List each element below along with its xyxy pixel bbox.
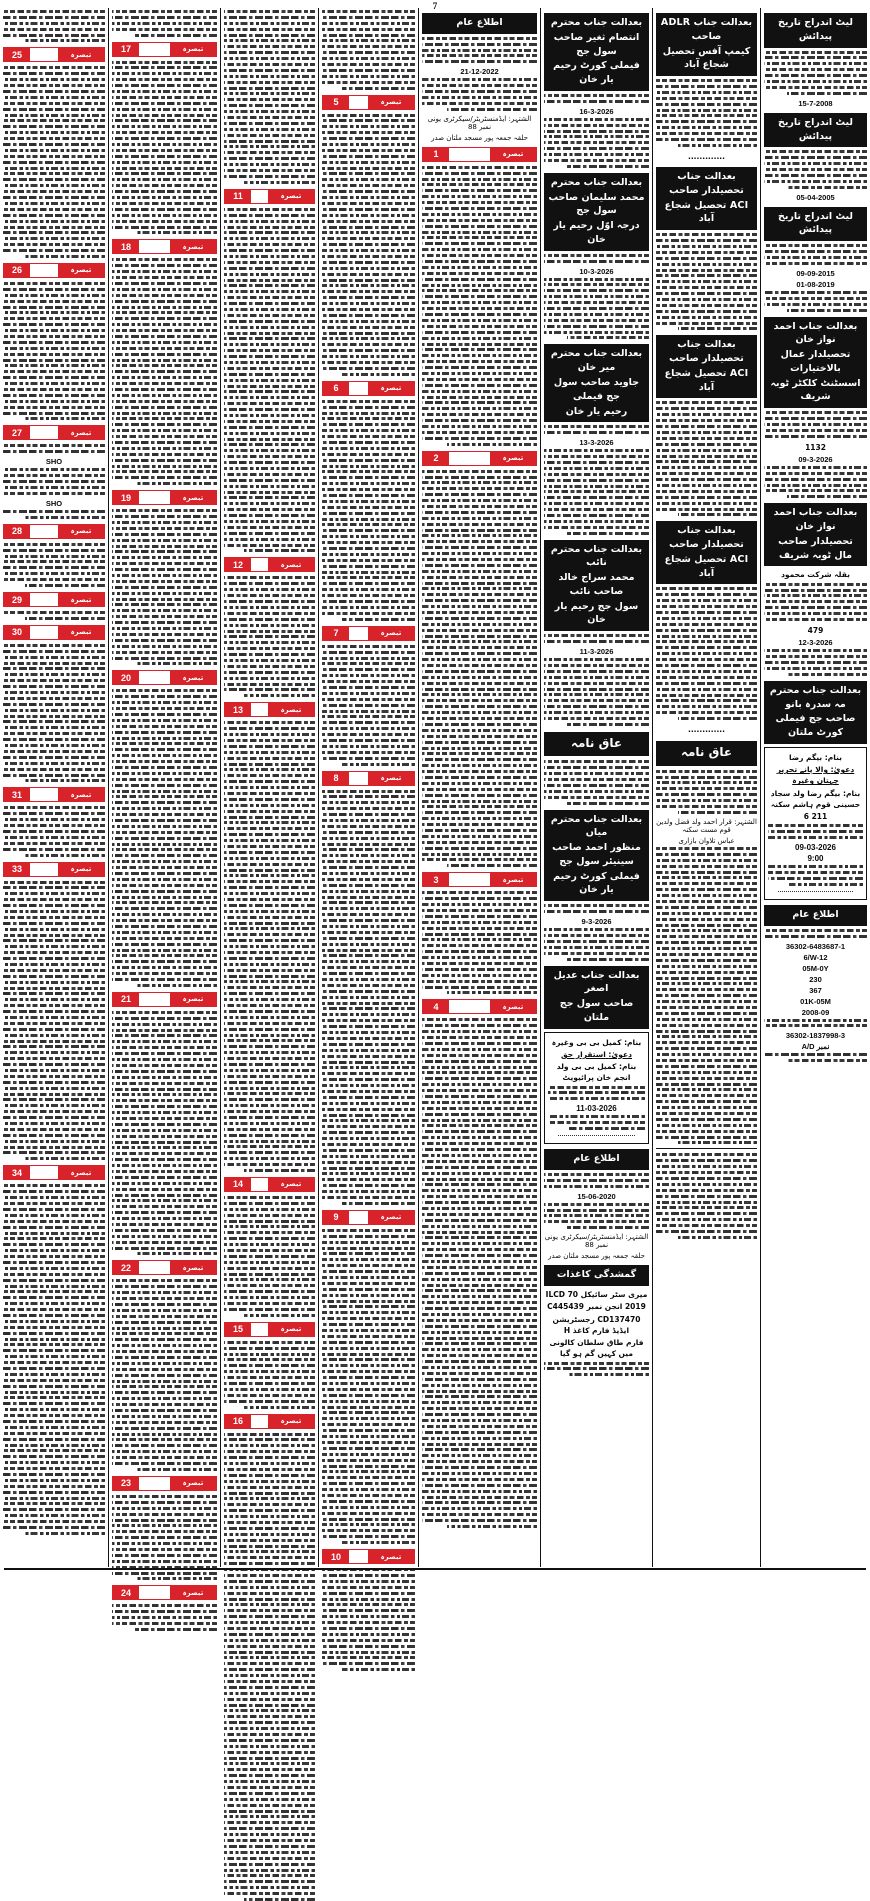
late-entry-heading-1: لیٹ اندراج تاریخ پیدائش (764, 13, 867, 48)
badge-label: تبصرہ (268, 1323, 314, 1336)
comment-body-25 (3, 66, 105, 258)
comment-body-10 (322, 1568, 415, 1671)
dots-line-1: ............. (687, 151, 726, 161)
badge-label: تبصرہ (268, 1178, 314, 1191)
badge-number: 23 (113, 1477, 139, 1490)
badge-number: 34 (4, 1166, 30, 1179)
badge-number: 3 (423, 873, 449, 886)
court-body-tehsildar-1 (764, 411, 867, 438)
court-body-rykhan-5b (544, 928, 649, 960)
inline-term-sho-2: SHO (45, 498, 63, 508)
comment-body-31 (3, 806, 105, 856)
column-7-revenue-courts (652, 8, 760, 1567)
column-3-lead (224, 10, 315, 184)
column-4-comments (318, 8, 418, 1567)
cnic-number-1: 36302-6483687-1 (785, 941, 846, 951)
comment-body-18 (112, 258, 217, 485)
badge-number: 9 (323, 1211, 349, 1224)
itlaa-ref-col6: الشتہر: ایڈمنسٹریٹر/سیکرٹری یونی نمبر 88 (544, 1233, 649, 1250)
column-7-filler-a (656, 847, 757, 1145)
field-dawa: دعویٰ: والا پانے تحریر چہتان وغیرہ (776, 765, 855, 786)
badge-label: تبصرہ (368, 627, 414, 640)
gumshudgi-line-4: فارم طاق سلطان کالونی میں کہیں گم ہو گیا (549, 1338, 644, 1359)
comment-badge-25[interactable] (3, 47, 105, 62)
court-body-multan (768, 824, 863, 839)
badge-gap (251, 703, 268, 716)
column-8-late-entry (760, 8, 870, 1567)
badge-label: تبصرہ (58, 788, 104, 801)
survey-number: 367 (809, 985, 822, 995)
badge-number: 26 (4, 264, 30, 277)
badge-number: 21 (113, 993, 139, 1006)
comment-badge-20[interactable] (112, 670, 217, 685)
court-body-rykhan-4b (544, 658, 649, 726)
court-date-rykhan-2: 10-3-2026 (579, 266, 614, 276)
badge-number: 25 (4, 48, 30, 61)
comment-badge-14[interactable] (224, 1177, 315, 1192)
comment-body-30 (3, 644, 105, 782)
comment-badge-4[interactable] (422, 999, 537, 1014)
badge-gap (139, 1586, 170, 1599)
badge-gap (251, 1323, 268, 1336)
badge-label: تبصرہ (58, 593, 104, 606)
badge-label: تبصرہ (170, 1586, 216, 1599)
badge-number: 31 (4, 788, 30, 801)
comment-badge-15[interactable] (224, 1322, 315, 1337)
page-number: 7 (432, 1, 438, 11)
badge-gap (30, 525, 58, 538)
gumshudgi-body (544, 1362, 649, 1377)
badge-number: 29 (4, 593, 30, 606)
badge-gap (349, 382, 368, 395)
badge-number: 12 (225, 558, 251, 571)
badge-label: تبصرہ (58, 426, 104, 439)
itlaa-aam-body-col6 (544, 1173, 649, 1188)
itlaa-ref-col5: الشتہر: ایڈمنسٹریٹر/سیکرٹری یونی نمبر 88 (427, 114, 532, 131)
court-date-rykhan-3: 13-3-2026 (579, 438, 614, 448)
comment-body-20 (112, 689, 217, 987)
court-body-adeel (548, 1086, 645, 1101)
comment-body-5 (322, 114, 415, 376)
dotted-separator (778, 890, 853, 892)
itlaa-date-col5: 21-12-2022 (460, 67, 499, 77)
court-body-rykhan-2b (544, 278, 649, 340)
comment-badge-10[interactable] (322, 1549, 415, 1564)
field-banam-adeel-2: بنام: کمیل بی بی ولد انجم خان پرائیویٹ (556, 1062, 637, 1083)
badge-gap (139, 491, 170, 504)
comment-badge-21[interactable] (112, 992, 217, 1007)
badge-label: تبصرہ (490, 148, 536, 161)
late-entry-date-3b: 01-08-2019 (796, 279, 835, 289)
comment-badge-23[interactable] (112, 1476, 217, 1491)
badge-label: تبصرہ (490, 1000, 536, 1013)
column-1-lead (3, 10, 105, 42)
badge-gap (30, 1166, 58, 1179)
house-number-col8: 6/W-12 (803, 952, 828, 962)
aaq-nama-signature-2: عباس تلاوان بازاری (678, 836, 735, 845)
badge-number: 24 (113, 1586, 139, 1599)
badge-gap (139, 671, 170, 684)
khasra-number-2: 479 (807, 626, 824, 636)
late-entry-date-1: 15-7-2008 (798, 98, 833, 108)
comment-body-29 (3, 611, 105, 620)
court-date-rykhan-1: 16-3-2026 (579, 106, 614, 116)
column-3-comments (220, 8, 318, 1567)
badge-label: تبصرہ (268, 1415, 314, 1428)
court-body-aci-3 (656, 587, 757, 720)
comment-badge-2[interactable] (422, 451, 537, 466)
itlaa-aam-body-col6b (544, 1203, 649, 1230)
comment-body-3 (422, 891, 537, 994)
itlaa-aam-heading-col5: اطلاع عام (422, 13, 537, 34)
column-2-comments (108, 8, 220, 1598)
comment-body-26 (3, 282, 105, 420)
court-date-rykhan-5: 9-3-2026 (581, 917, 612, 927)
comment-body-15 (224, 1341, 315, 1409)
badge-number: 15 (225, 1323, 251, 1336)
comment-body-6 (322, 400, 415, 621)
court-date-multan: 09-03-2026 (795, 843, 836, 853)
khasra-number-1: 1132 (805, 442, 826, 452)
badge-label: تبصرہ (58, 1166, 104, 1179)
court-date-tehsildar-1: 09-3-2026 (798, 454, 833, 464)
plot-number-col8: 05M-0Y (802, 963, 829, 973)
gumshudgi-line-1: میری سٹر سائیکل 70 ILCD (545, 1290, 648, 1299)
badge-number: 13 (225, 703, 251, 716)
court-body-aci-2 (656, 401, 757, 516)
court-heading-aci-3: بعدالت جناب تحصیلدار صاحب ACI تحصیل شجاع آباد (656, 521, 757, 584)
badge-number: 5 (323, 96, 349, 109)
comment-badge-16[interactable] (224, 1414, 315, 1429)
comment-body-11 (224, 208, 315, 553)
court-heading-tehsildar-1: بعدالت جناب احمد نواز خان تحصیلدار عمال بالاختیارات اسسٹنٹ کلکٹر ٹوبہ شریف (764, 317, 867, 409)
late-entry-heading-2: لیٹ اندراج تاریخ پیدائش (764, 113, 867, 148)
cnic-number-2: 36302-1837998-3 (785, 1031, 846, 1041)
year-range: 2008-09 (801, 1007, 830, 1017)
badge-label: تبصرہ (368, 382, 414, 395)
court-date-rykhan-4: 11-3-2026 (579, 647, 614, 657)
comment-body-27a (3, 444, 105, 453)
aaq-nama-signature: الشتہر: قرار احمد ولد فضل ولدین قوم مست سکنہ (656, 817, 757, 834)
badge-number: 17 (113, 43, 139, 56)
badge-label: تبصرہ (268, 190, 314, 203)
comment-badge-9[interactable] (322, 1210, 415, 1225)
khata-number-1: 230 (809, 974, 822, 984)
comment-body-24 (112, 1604, 217, 1631)
badge-gap (251, 190, 268, 203)
field-banam-2: بنام: بیگم رضا ولد سجاد حسینی قوم ہاشم سکنہ (770, 788, 861, 809)
court-heading-aci-2: بعدالت جناب تحصیلدار صاحب ACI تحصیل شجاع آباد (656, 335, 757, 398)
badge-label: تبصرہ (170, 1477, 216, 1490)
badge-label: تبصرہ (368, 1550, 414, 1563)
field-banam-1: بنام: بیگم رضا (789, 752, 842, 762)
comment-badge-13[interactable] (224, 702, 315, 717)
court-heading-family-multan: بعدالت جناب محترم مہ سدرہ بانو صاحب جج فیملی کورٹ ملتان (764, 681, 867, 744)
court-warning-1 (764, 466, 867, 498)
aaq-nama-body-col6 (544, 760, 649, 804)
comment-body-19 (112, 509, 217, 665)
field-dawa-adeel: دعویٰ: استقرار حق (561, 1049, 632, 1059)
badge-label: تبصرہ (170, 240, 216, 253)
comment-badge-26[interactable] (3, 263, 105, 278)
comment-body-8 (322, 790, 415, 1205)
comment-body-17 (112, 61, 217, 235)
comment-badge-19[interactable] (112, 490, 217, 505)
aaq-nama-heading: عاق نامہ (656, 740, 757, 766)
itlaa-date-col6: 15-06-2020 (577, 1191, 616, 1201)
itlaa-sign-col5: حلقہ جمعہ پور مسجد ملتان صدر (431, 133, 528, 142)
court-heading-multan-adeel: بعدالت جناب عدیل اصغر صاحب سول جج ملتان (544, 966, 649, 1029)
itlaa-aam-heading-col8: اطلاع عام (764, 905, 867, 926)
column-5-itlaa-comments (418, 8, 540, 1567)
comment-badge-3[interactable] (422, 872, 537, 887)
badge-gap (139, 43, 170, 56)
late-entry-body-1 (764, 51, 867, 95)
comment-badge-29[interactable] (3, 592, 105, 607)
badge-label: تبصرہ (268, 703, 314, 716)
comment-body-4 (422, 1018, 537, 1528)
itlaa-aam-body-col5 (422, 37, 537, 64)
comment-badge-12[interactable] (224, 557, 315, 572)
badge-gap (30, 788, 58, 801)
comment-badge-1[interactable] (422, 147, 537, 162)
court-body-rykhan-3 (544, 425, 649, 434)
area-measure: 01K-05M (800, 996, 831, 1006)
comment-badge-18[interactable] (112, 239, 217, 254)
late-entry-body-3b (764, 291, 867, 312)
comment-body-28 (3, 543, 105, 587)
court-body-rykhan-4 (544, 634, 649, 643)
itlaa-sign-col6: حلقہ جمعہ پور مسجد ملتان صدر (548, 1252, 645, 1261)
court-warning-adeel (548, 1115, 645, 1130)
comment-body-12 (224, 576, 315, 697)
badge-gap (30, 48, 58, 61)
dots-line-2: ............. (687, 725, 726, 735)
badge-label: تبصرہ (368, 772, 414, 785)
comment-badge-17[interactable] (112, 42, 217, 57)
court-body-adlr (656, 79, 757, 147)
badge-number: 6 (323, 382, 349, 395)
late-entry-heading-3: لیٹ اندراج تاریخ پیدائش (764, 207, 867, 242)
comment-badge-28[interactable] (3, 524, 105, 539)
column-grid (0, 8, 870, 1598)
badge-number: 4 (423, 1000, 449, 1013)
comment-body-16 (224, 1433, 315, 1901)
house-number: 211 6 (803, 812, 828, 822)
comment-body-22 (112, 1279, 217, 1471)
comment-badge-5[interactable] (322, 95, 415, 110)
badge-label: تبصرہ (58, 264, 104, 277)
badge-gap (349, 1550, 368, 1563)
badge-number: 19 (113, 491, 139, 504)
comment-body-34 (3, 1184, 105, 1535)
badge-gap (349, 1211, 368, 1224)
badge-gap (30, 593, 58, 606)
itlaa-aam-body-col5b (422, 78, 537, 110)
column-1-comments (0, 8, 108, 1567)
badge-gap (449, 873, 490, 886)
court-date-adeel: 11-03-2026 (576, 1104, 617, 1114)
comment-body-33 (3, 881, 105, 1161)
badge-number: 1 (423, 148, 449, 161)
court-body-aci-1 (656, 233, 757, 330)
late-entry-date-3a: 09-09-2015 (796, 268, 835, 278)
badge-number: 11 (225, 190, 251, 203)
court-notice-box-multan (764, 747, 867, 900)
badge-label: تبصرہ (58, 626, 104, 639)
column-4-lead (322, 10, 415, 90)
badge-number: 16 (225, 1415, 251, 1428)
badge-gap (251, 1415, 268, 1428)
comment-badge-8[interactable] (322, 771, 415, 786)
court-notice-box-adeel (544, 1032, 649, 1145)
aaq-nama-body (656, 770, 757, 814)
comment-body-21 (112, 1011, 217, 1256)
court-heading-rykhan-4: بعدالت جناب محترم نائب محمد سراج خالد صاحب نائب سول جج رحیم یار خان (544, 540, 649, 632)
column-2-lead (112, 10, 217, 37)
badge-gap (30, 426, 58, 439)
badge-number: 30 (4, 626, 30, 639)
badge-number: 33 (4, 863, 30, 876)
comment-badge-22[interactable] (112, 1260, 217, 1275)
comment-body-27c (3, 510, 105, 519)
shirkat-subheading: بقلہ شرکت محمود (781, 570, 850, 580)
inline-term-sho-1: SHO (45, 457, 63, 467)
comment-body-14 (224, 1196, 315, 1317)
badge-number: 18 (113, 240, 139, 253)
badge-number: 20 (113, 671, 139, 684)
late-entry-date-2: 05-04-2005 (796, 192, 835, 202)
comment-badge-30[interactable] (3, 625, 105, 640)
court-heading-rykhan-5: بعدالت جناب محترم میاں منظور احمد صاحب سینیئر سول جج فیملی کورٹ رحیم یار خان (544, 810, 649, 902)
badge-gap (30, 626, 58, 639)
comment-body-1 (422, 166, 537, 446)
badge-number: 27 (4, 426, 30, 439)
comment-body-2 (422, 470, 537, 868)
column-7-filler-b (656, 1153, 757, 1238)
late-entry-body-2 (764, 150, 867, 188)
badge-number: 22 (113, 1261, 139, 1274)
comment-body-7 (322, 645, 415, 766)
comment-badge-11[interactable] (224, 189, 315, 204)
gumshudgi-line-3: CD137470 رجسٹریشن ایڈیڈ فارم کاغذ H (552, 1314, 641, 1335)
badge-gap (349, 627, 368, 640)
court-heading-rykhan-1: بعدالت جناب محترم انتصام ثغیر صاحب سول جج فیملی کورٹ رحیم یار خان (544, 13, 649, 91)
badge-gap (349, 772, 368, 785)
court-body-rykhan-3b (544, 449, 649, 534)
court-date-tehsildar-2: 12-3-2026 (798, 638, 833, 648)
court-warning-2 (764, 649, 867, 676)
comment-body-27b (3, 468, 105, 495)
court-body-tehsildar-2 (764, 583, 867, 621)
badge-label: تبصرہ (170, 993, 216, 1006)
badge-number: 28 (4, 525, 30, 538)
court-heading-rykhan-3: بعدالت جناب محترم میر خان جاوید صاحب سول جج فیملی رحیم یار خان (544, 344, 649, 422)
badge-gap (139, 993, 170, 1006)
badge-gap (139, 1477, 170, 1490)
badge-gap (30, 863, 58, 876)
badge-gap (449, 1000, 490, 1013)
court-heading-adlr: بعدالت جناب ADLR صاحب کیمپ آفس تحصیل شجاع آباد (656, 13, 757, 76)
badge-label: تبصرہ (490, 452, 536, 465)
comment-badge-6[interactable] (322, 381, 415, 396)
divider-col7 (656, 1148, 757, 1149)
badge-number: 14 (225, 1178, 251, 1191)
column-6-civil-courts (540, 8, 652, 1567)
badge-gap (251, 558, 268, 571)
late-entry-body-3 (764, 244, 867, 265)
badge-number: 7 (323, 627, 349, 640)
itlaa-aam-heading-col6: اطلاع عام (544, 1149, 649, 1170)
badge-label: تبصرہ (170, 43, 216, 56)
badge-label: تبصرہ (58, 48, 104, 61)
field-banam-adeel-1: بنام: کمیل بی بی وغیرہ (551, 1037, 642, 1047)
badge-number: 8 (323, 772, 349, 785)
comment-badge-31[interactable] (3, 787, 105, 802)
badge-label: تبصرہ (58, 525, 104, 538)
gumshudgi-line-2: 2019 انجن نمبر C445439 (547, 1302, 646, 1312)
comment-badge-33[interactable] (3, 862, 105, 877)
itlaa-aam-body-col8 (764, 929, 867, 938)
badge-gap (139, 240, 170, 253)
comment-body-13 (224, 721, 315, 1172)
ad-reference: A/D نمبر (801, 1042, 830, 1052)
badge-label: تبصرہ (368, 1211, 414, 1224)
badge-label: تبصرہ (490, 873, 536, 886)
comment-body-9 (322, 1229, 415, 1544)
badge-label: تبصرہ (58, 863, 104, 876)
dotted-separator-2 (558, 1134, 635, 1136)
court-heading-aci-1: بعدالت جناب تحصیلدار صاحب ACI تحصیل شجاع آباد (656, 167, 757, 230)
badge-gap (449, 148, 490, 161)
court-heading-tehsildar-2: بعدالت جناب احمد نواز خان تحصیلدار صاحب مال ٹوبہ شریف (764, 503, 867, 566)
court-body-rykhan-2 (544, 254, 649, 263)
badge-gap (139, 1261, 170, 1274)
bottom-rule (4, 1568, 866, 1570)
badge-label: تبصرہ (368, 96, 414, 109)
itlaa-body-col8-c (764, 1053, 867, 1062)
comment-badge-7[interactable] (322, 626, 415, 641)
badge-gap (349, 96, 368, 109)
court-warning-multan (768, 865, 863, 886)
badge-number: 10 (323, 1550, 349, 1563)
badge-gap (449, 452, 490, 465)
aaq-nama-heading-col6: عاق نامہ (544, 731, 649, 757)
court-body-rykhan-1b (544, 118, 649, 168)
badge-gap (251, 1178, 268, 1191)
badge-label: تبصرہ (170, 491, 216, 504)
itlaa-body-col8-b (764, 1019, 867, 1028)
comment-badge-24[interactable] (112, 1585, 217, 1600)
comment-badge-34[interactable] (3, 1165, 105, 1180)
court-body-rykhan-1 (544, 94, 649, 103)
comment-badge-27[interactable] (3, 425, 105, 440)
gumshudgi-heading: گمشدگی کاغذات (544, 1265, 649, 1286)
badge-number: 2 (423, 452, 449, 465)
court-body-rykhan-5 (544, 904, 649, 913)
badge-gap (30, 264, 58, 277)
court-time-multan: 9:00 (807, 854, 824, 864)
badge-label: تبصرہ (268, 558, 314, 571)
court-heading-rykhan-2: بعدالت جناب محترم محمد سلیمان صاحب سول جج درجہ اوّل رحیم یار خان (544, 173, 649, 251)
badge-label: تبصرہ (170, 671, 216, 684)
badge-label: تبصرہ (170, 1261, 216, 1274)
